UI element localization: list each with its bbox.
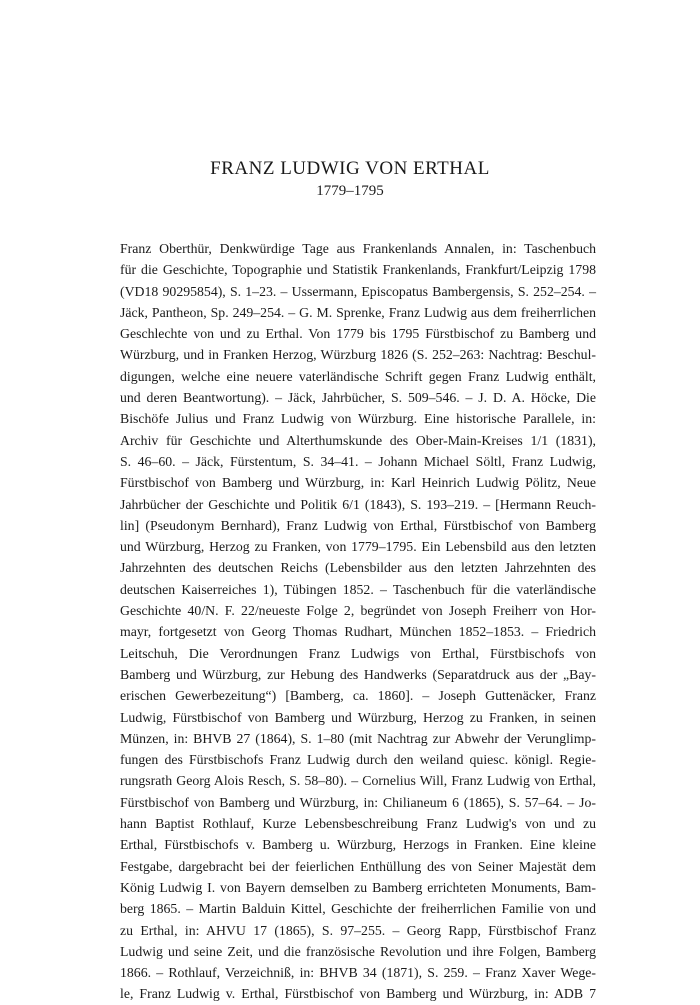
reign-years: 1779–1795 <box>316 183 384 199</box>
bibliography-line: Ludwig, Fürstbischof von Bamberg und Würzburg, Herzog zu Franken, in seinen <box>120 709 596 725</box>
bibliography-line: Fürstbischof von Bamberg und Würzburg, in: Karl Heinrich Ludwig Pölitz, Neue <box>120 475 596 491</box>
bibliography-text <box>120 238 596 1005</box>
bibliography-line: S. 46–60. – Jäck, Fürstentum, S. 34–41. – Johann Michael Söltl, Franz Ludwig, <box>120 453 596 469</box>
bibliography-line: Festgabe, dargebracht bei der feierlichen Enthüllung des von Seiner Majestät dem <box>120 858 596 874</box>
bibliography-line: Leitschuh, Die Verordnungen Franz Ludwigs von Erthal, Fürstbischofs von <box>120 645 596 661</box>
bibliography-line: mayr, fortgesetzt von Georg Thomas Rudhart, München 1852–1853. – Friedrich <box>120 624 596 640</box>
bibliography-line: Jahrzehnten des deutschen Reichs (Lebensbilder aus den letzten Jahrzehnten des <box>120 560 596 576</box>
bibliography-line: König Ludwig I. von Bayern demselben zu Bamberg errichteten Monuments, Bam- <box>120 879 596 895</box>
bibliography-line: rungsrath Georg Alois Resch, S. 58–80). – Cornelius Will, Franz Ludwig von Erthal, <box>120 773 596 789</box>
bibliography-line: erischen Gewerbezeitung“) [Bamberg, ca. 1860]. – Joseph Guttenäcker, Franz <box>120 688 596 704</box>
bibliography-line: Würzburg, und in Franken Herzog, Würzburg 1826 (S. 252–263: Nachtrag: Beschul- <box>120 347 596 363</box>
bibliography-line: hann Baptist Rothlauf, Kurze Lebensbeschreibung Franz Ludwig's von und zu <box>120 816 596 832</box>
bibliography-line: Ludwig und seine Zeit, und die französische Revolution und ihre Folgen, Bamberg <box>120 943 596 959</box>
bibliography-line: zu Erthal, in: AHVU 17 (1865), S. 97–255. – Georg Rapp, Fürstbischof Franz <box>120 922 596 938</box>
bibliography-line: Geschlechte von und zu Erthal. Von 1779 bis 1795 Fürstbischof zu Bamberg und <box>120 326 596 342</box>
bibliography-line: und Würzburg, Herzog zu Franken, von 1779–1795. Ein Lebensbild aus den letzten <box>120 539 596 555</box>
bibliography-line: le, Franz Ludwig v. Erthal, Fürstbischof von Bamberg und Würzburg, in: ADB 7 <box>120 986 596 1002</box>
bibliography-line: 1866. – Rothlauf, Verzeichniß, in: BHVB 34 (1871), S. 259. – Franz Xaver Wege- <box>120 965 596 981</box>
bibliography-line: Jäck, Pantheon, Sp. 249–254. – G. M. Sprenke, Franz Ludwig aus dem freiherrlichen <box>120 304 596 320</box>
bibliography-line: und deren Beantwortung). – Jäck, Jahrbücher, S. 509–546. – J. D. A. Höcke, Die <box>120 390 596 406</box>
bibliography-line: digungen, welche eine neuere vaterländische Schrift gegen Franz Ludwig enthält, <box>120 368 596 384</box>
bibliography-line: Erthal, Fürstbischofs v. Bamberg u. Würzburg, Herzogs in Franken. Eine kleine <box>120 837 596 853</box>
bibliography-line: Bischöfe Julius und Franz Ludwig von Würzburg. Eine historische Parallele, in: <box>120 411 596 427</box>
bibliography-line: berg 1865. – Martin Balduin Kittel, Geschichte der freiherrlichen Familie von und <box>120 901 596 917</box>
bibliography-line: Fürstbischof von Bamberg und Würzburg, in: Chilianeum 6 (1865), S. 57–64. – Jo- <box>120 794 596 810</box>
bibliography-line: Bamberg und Würzburg, zur Hebung des Handwerks (Separatdruck aus der „Bay- <box>120 666 596 682</box>
bibliography-line: deutschen Kaiserreiches 1), Tübingen 1852. – Taschenbuch für die vaterländische <box>120 581 596 597</box>
bibliography-line: lin] (Pseudonym Bernhard), Franz Ludwig von Erthal, Fürstbischof von Bamberg <box>120 517 596 533</box>
bibliography-line: Jahrbücher der Geschichte und Politik 6/1 (1843), S. 193–219. – [Hermann Reuch- <box>120 496 596 512</box>
page-title: FRANZ LUDWIG VON ERTHAL <box>210 158 490 179</box>
bibliography-line: für die Geschichte, Topographie und Statistik Frankenlands, Frankfurt/Leipzig 1798 <box>120 262 596 278</box>
bibliography-line: Archiv für Geschichte und Alterthumskunde des Ober-Main-Kreises 1/1 (1831), <box>120 432 596 448</box>
bibliography-line: Münzen, in: BHVB 27 (1864), S. 1–80 (mit Nachtrag zur Abwehr der Verunglimp- <box>120 730 596 746</box>
bibliography-line: (VD18 90295854), S. 1–23. – Ussermann, Episcopatus Bambergensis, S. 252–254. – <box>120 283 596 299</box>
bibliography-line: Franz Oberthür, Denkwürdige Tage aus Frankenlands Annalen, in: Taschenbuch <box>120 241 596 256</box>
bibliography-line: Geschichte 40/N. F. 22/neueste Folge 2, begründet von Joseph Freiherr von Hor- <box>120 603 596 619</box>
bibliography-line: fungen des Fürstbischofs Franz Ludwig durch den weiland quiesc. königl. Regie- <box>120 752 596 768</box>
